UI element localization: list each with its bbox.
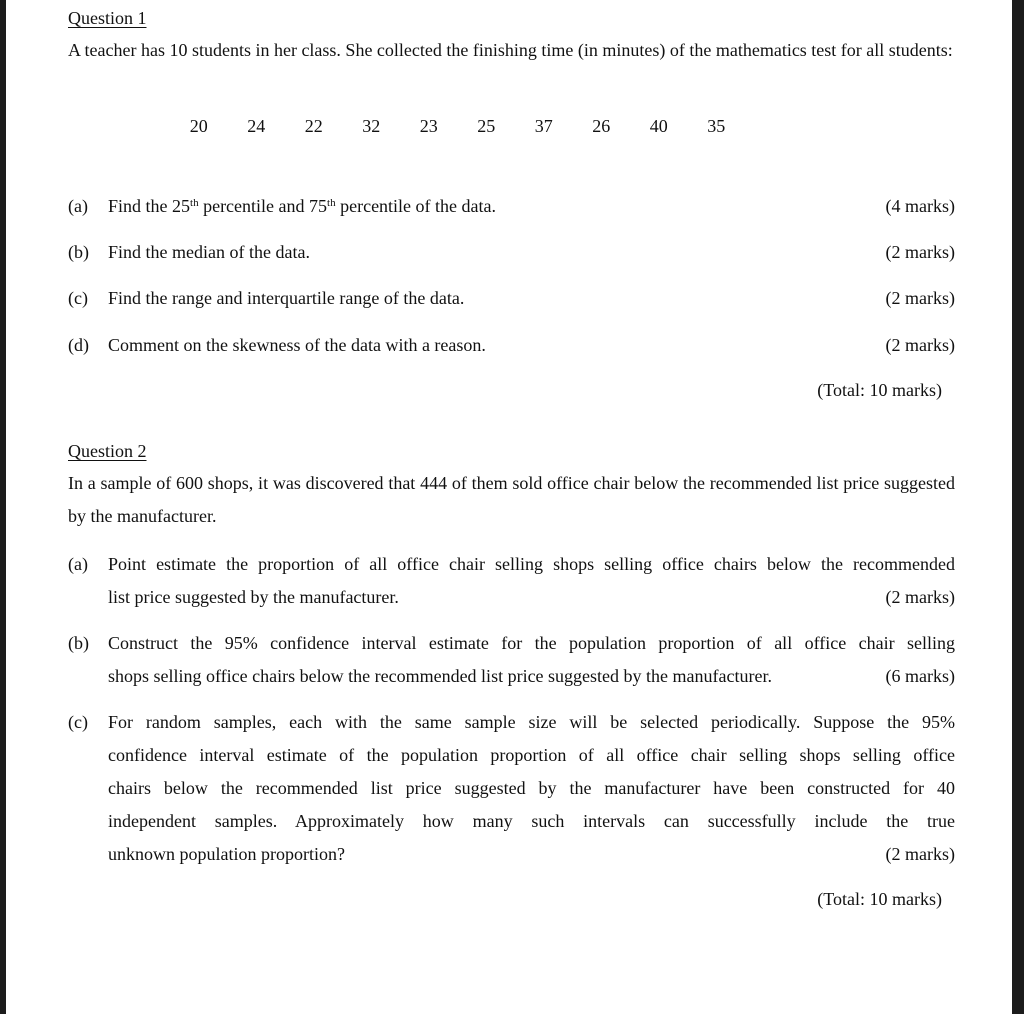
data-value: 23	[419, 116, 438, 136]
question-1-total: (Total: 10 marks)	[817, 380, 942, 400]
q1-part-a-label: (a)	[68, 196, 88, 216]
q1-part-a-marks: (4 marks)	[885, 196, 955, 216]
q2-part-c-line: chairs below the recommended list price suggested by the manufacturer have been constructed for 40	[108, 778, 955, 798]
q2-part-b-label: (b)	[68, 633, 89, 653]
question-2-total: (Total: 10 marks)	[817, 889, 942, 909]
q1-part-b-label: (b)	[68, 242, 89, 262]
data-value: 32	[362, 116, 381, 136]
data-value: 22	[304, 116, 323, 136]
q2-part-c-line: independent samples. Approximately how many such intervals can successfully include the true	[108, 811, 955, 831]
q2-part-a-text	[108, 548, 955, 614]
q1-part-a-text: Find the 25th percentile and 75th percentile of the data.	[108, 196, 497, 216]
data-value: 40	[649, 116, 668, 136]
q2-part-a-marks: (2 marks)	[885, 587, 955, 607]
q2-part-c-text	[108, 706, 955, 871]
q2-part-b-text	[108, 627, 955, 693]
data-value: 37	[534, 116, 553, 136]
q2-part-a-label: (a)	[68, 554, 88, 574]
q2-part-c-line: confidence interval estimate of the population proportion of all office chair selling shops selling office	[108, 745, 955, 765]
q2-part-a-line: Point estimate the proportion of all office chair selling shops selling office chairs below the recommended	[108, 554, 955, 574]
q1-part-d-marks: (2 marks)	[885, 335, 955, 355]
q2-part-c-line: For random samples, each with the same sample size will be selected periodically. Suppose the 95%	[108, 712, 955, 732]
data-value: 24	[247, 116, 266, 136]
data-value: 25	[477, 116, 496, 136]
q2-part-c-last-line: unknown population proportion?	[108, 844, 345, 864]
q2-part-c-marks: (2 marks)	[885, 844, 955, 864]
q1-part-c-text: Find the range and interquartile range of the data.	[108, 288, 465, 308]
question-1-heading: Question 1	[68, 8, 147, 28]
page-edge-right	[1012, 0, 1024, 1014]
q1-part-d-text: Comment on the skewness of the data with a reason.	[108, 335, 486, 355]
q2-part-c-label: (c)	[68, 712, 88, 732]
question-2-heading: Question 2	[68, 441, 147, 461]
q1-part-b-text: Find the median of the data.	[108, 242, 310, 262]
question-2-intro: In a sample of 600 shops, it was discovered that 444 of them sold office chair below the recommended list price suggested by the manufacturer.	[68, 473, 955, 526]
page-edge-left	[0, 0, 6, 1014]
q1-part-b-marks: (2 marks)	[885, 242, 955, 262]
data-value: 20	[189, 116, 208, 136]
q1-part-c-marks: (2 marks)	[885, 288, 955, 308]
data-values-row	[170, 116, 745, 137]
q2-part-a-last-line: list price suggested by the manufacturer.	[108, 587, 399, 607]
q1-part-c-label: (c)	[68, 288, 88, 308]
data-value: 26	[592, 116, 611, 136]
q2-part-b-marks: (6 marks)	[885, 666, 955, 686]
data-value: 35	[707, 116, 726, 136]
q2-part-b-last-line: shops selling office chairs below the recommended list price suggested by the manufacturer.	[108, 666, 772, 686]
q1-part-d-label: (d)	[68, 335, 89, 355]
question-1-intro: A teacher has 10 students in her class. She collected the finishing time (in minutes) of the mathematics test for all students:	[68, 40, 953, 60]
q2-part-b-line: Construct the 95% confidence interval estimate for the population proportion of all office chair selling	[108, 633, 955, 653]
